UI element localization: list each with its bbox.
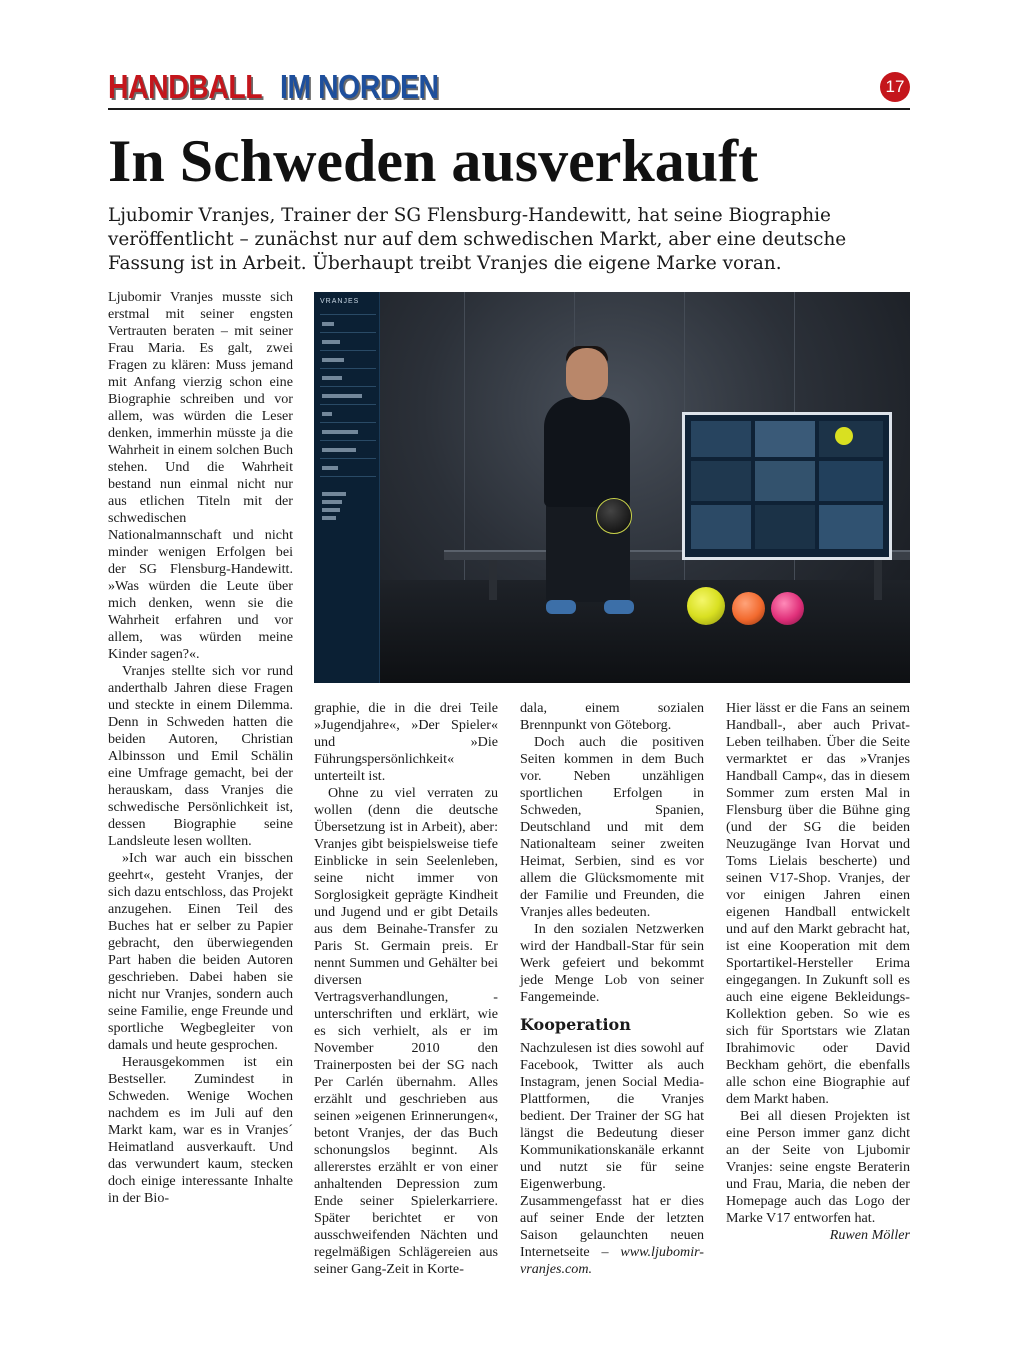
article-column-2 — [314, 700, 498, 1278]
pink-handball — [771, 592, 804, 625]
page-number-badge: 17 — [880, 72, 910, 102]
photo-person — [544, 397, 630, 507]
article-column-1 — [108, 289, 293, 1207]
paragraph: Doch auch die positiven Seiten kommen in dem Buch vor. Neben unzähligen sportlichen Erfolgen in Schweden, Spanien, Deutschland und mit dem Nationalteam seiner zweiten Heimat, Serbien, sind es vor allem die Glücksmomente mit der Familie und Freunden, die Vranjes alles bedeuten. — [520, 734, 704, 920]
website-url: www.ljubomir-vranjes.com. — [520, 1244, 704, 1277]
subheading-kooperation: Kooperation — [520, 1015, 631, 1034]
paragraph: Herausgekommen ist ein Bestseller. Zumindest in Schweden. Wenige Wochen nachdem es im Juli auf den Markt kam, war es in Vranjes´ Heimatland ausverkauft. Und das verwundert kaum, stecken doch einige interessante Inhalte in der Bio- — [108, 1054, 293, 1206]
article-lead: Ljubomir Vranjes, Trainer der SG Flensburg-Handewitt, hat seine Biographie veröffentlicht – zunächst nur auf dem schwedischen Markt, aber eine deutsche Fassung ist in Arbeit. Überhaupt treibt Vranjes die eigene Marke voran. — [108, 205, 847, 274]
photo-person-head — [566, 348, 608, 400]
paragraph: Ljubomir Vranjes musste sich erstmal mit seiner engsten Vertrauten beraten – mit seiner Frau Maria. Es galt, zwei Fragen zu klären: Muss jemand mit Anfang vierzig schon eine Biographie schreiben und vor allem, was würden die Leser denken, immerhin müsste ja die Wahrheit in einem solchen Buch stehen. Und die Wahrheit bestand nun einmal nicht nur aus etlichen Titeln mit der schwedischen Nationalmannschaft und nicht minder wenigen Erfolgen bei der SG Flensburg-Handewitt. »Was würden die Leute über mich denken, wenn sie die Wahrheit erfahren und vor allem, was würden meine Kinder sagen?«. — [108, 289, 293, 662]
paragraph: In den sozialen Netzwerken wird der Handball-Star für sein Werk gefeiert und bekommt jede Menge Lob von seiner Fangemeinde. — [520, 921, 704, 1005]
paragraph — [726, 1108, 910, 1243]
website-screenshot-inset — [682, 412, 892, 560]
article-headline: In Schweden ausverkauft — [108, 128, 759, 194]
paragraph — [520, 1040, 704, 1278]
paragraph: »Ich war auch ein bisschen geehrt«, gesteht Vranjes, der sich dazu entschloss, das Projekt anzugehen. Einen Teil des Buches hat er selber zu Papier gebracht, den überwiegenden Part haben die beiden Autoren geschrieben. Dabei haben sie nicht nur Vranjes, sondern auch seine Familie, enge Freunde und sportliche Wegbegleiter von damals und heute gesprochen. — [108, 850, 293, 1053]
paragraph: Ohne zu viel verraten zu wollen (denn die deutsche Übersetzung ist in Arbeit), aber: Vranjes gibt beispielsweise tiefe Einblicke in sein Seelenleben, seine nicht immer von Sorglosigkeit geprägte Kindheit und Jugend und er gibt Details aus dem Beinahe-Transfer zu Paris St. Germain preis. Er nennt Summen und Gehälter bei diversen Vertragsverhandlungen, -unterschriften und erklärt, wie es sich verhielt, als er im November 2010 den Trainerposten bei der SG nach Per Carlén übernahm. Alles erzählt und geschrieben aus seinen »eigenen Erinnerungen«, betont Vranjes, der das Buch schonungslos beginnt. Als allererstes erzählt er von einer anhaltenden Depression zum Ende seiner Spielerkarriere. Später berichtet er von ausschweifenden Nächten und regelmäßigen Schlägereien aus seiner Gang-Zeit in Korte- — [314, 785, 498, 1277]
website-logo: VRANJES — [320, 298, 360, 305]
handball-in-hands — [596, 498, 632, 534]
orange-handball — [732, 592, 765, 625]
section-header — [108, 68, 910, 110]
paragraph-text: Bei all diesen Projekten ist eine Person immer ganz dicht an der Seite von Ljubomir Vranjes: seine engste Beraterin und Frau, Maria, die neben der Homepage auch das Logo der Marke V17 entworfen hat. — [726, 1108, 910, 1226]
paragraph: Vranjes stellte sich vor rund anderthalb Jahren diese Fragen und steckte in einem Dilemma. Denn in Schweden hatten die beiden Autoren, Christian Albinsson und Emil Schälin eine Umfrage gemacht, bei der herauskam, dass Vranjes die schwedische Persönlichkeit ist, dessen Biographie seine Landsleute lesen wollten. — [108, 663, 293, 849]
paragraph: Hier lässt er die Fans an seinem Handball-, aber auch Privat-Leben teilhaben. Über die Seite vermarktet er das »Vranjes Handball Camp«, das in diesem Sommer zum ersten Mal in Flensburg über die Bühne ging (und der SG die beiden Neuzugänge Ivan Horvat und Toms Lielais bescherte) und seinen V17-Shop. Vranjes, der vor einigen Jahren einen eigenen Handball entwickelt und auf den Markt gebracht hat, ist eine Kooperation mit dem Sportartikel-Hersteller Erima eingegangen. In Zukunft soll es auch eine eigene Bekleidungs-Kollektion geben. So wie es sich für Sportstars wie Zlatan Ibrahimovic oder David Beckham gehört, die ebenfalls alle schon eine Biographie auf dem Markt haben. — [726, 700, 910, 1107]
website-sidebar — [314, 292, 380, 683]
author-byline: Ruwen Möller — [829, 1227, 910, 1243]
article-column-4 — [726, 700, 910, 1244]
article-photo — [314, 292, 910, 683]
paragraph: dala, einem sozialen Brennpunkt von Göteborg. — [520, 700, 704, 733]
section-title-handball: HANDBALL — [108, 68, 263, 105]
paragraph-text: Nachzulesen ist dies sowohl auf Facebook, Twitter als auch Instagram, jenen Social Media-Plattformen, die Vranjes bedient. Der Trainer der SG hat längst die Bedeutung dieser Kommunikationskanäle erkannt und nutzt sie für seine Eigenwerbung. Zusammengefasst hat er dies auf seiner Ende der letzten Saison gelaunchten neuen Internetseite – — [520, 1040, 704, 1260]
section-title-im-norden: IM NORDEN — [280, 68, 439, 105]
photo-floor — [380, 580, 910, 683]
paragraph: graphie, die in die drei Teile »Jugendjahre«, »Der Spieler« und »Die Führungspersönlichkeit« unterteilt ist. — [314, 700, 498, 784]
yellow-handball — [687, 587, 725, 625]
article-column-3 — [520, 700, 704, 1278]
